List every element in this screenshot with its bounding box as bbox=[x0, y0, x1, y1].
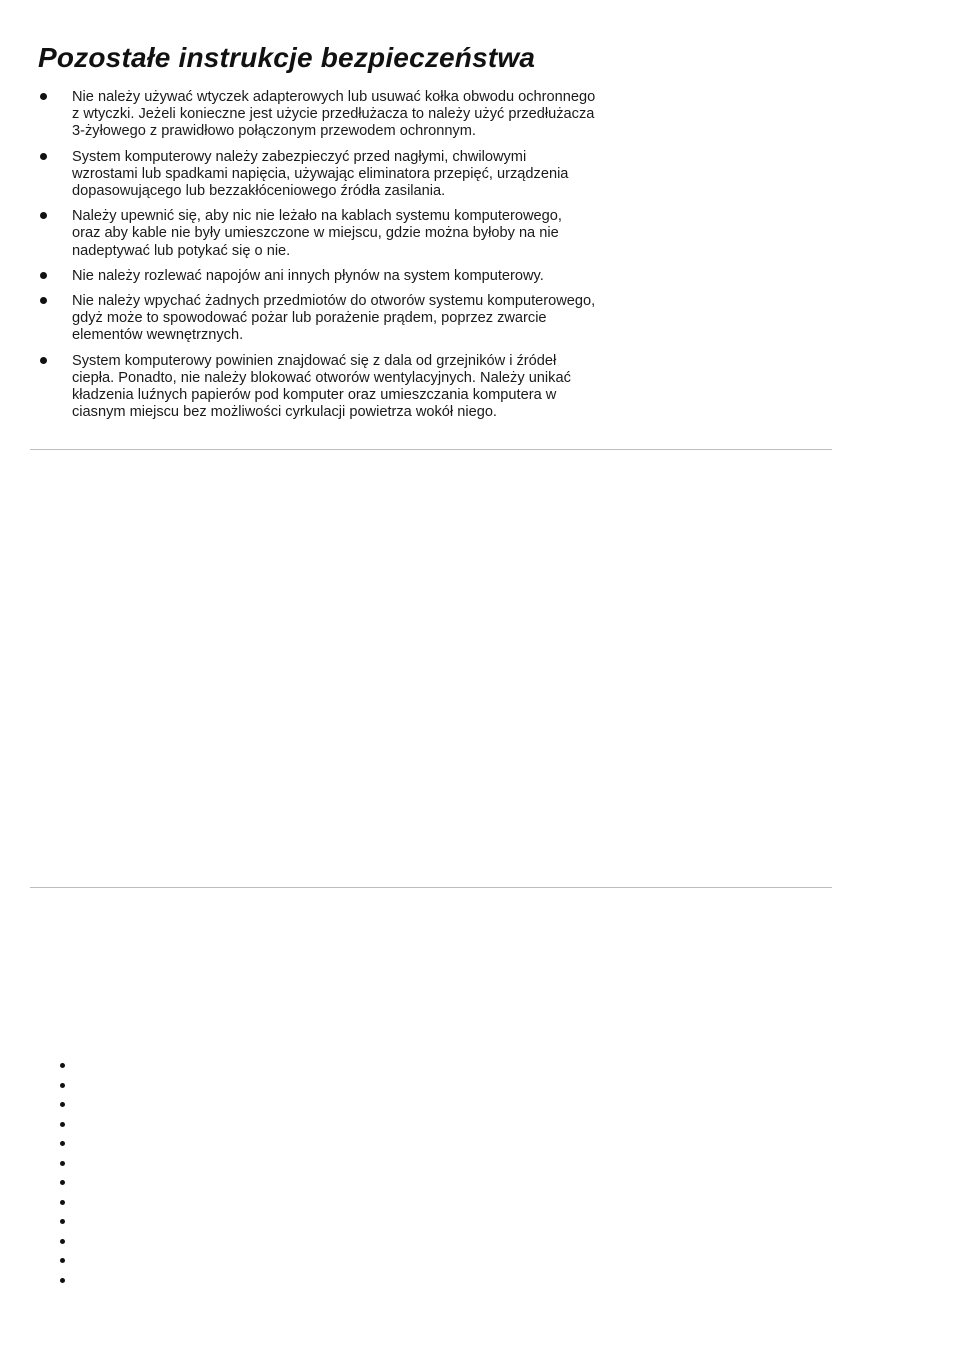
bullet-icon bbox=[40, 297, 47, 304]
safety-instructions-list bbox=[36, 89, 716, 429]
bullet-icon bbox=[60, 1102, 65, 1107]
list-item bbox=[36, 149, 716, 201]
bullet-icon bbox=[60, 1200, 65, 1205]
item-text-line: System komputerowy powinien znajdować się z dala od grzejników i źródeł bbox=[72, 352, 557, 369]
section-divider bbox=[30, 887, 832, 888]
item-text-line: Nie należy rozlewać napojów ani innych płynów na system komputerowy. bbox=[72, 267, 544, 284]
bullet-icon bbox=[60, 1083, 65, 1088]
bullet-icon bbox=[40, 357, 47, 364]
list-item bbox=[36, 89, 716, 141]
bullet-icon bbox=[60, 1063, 65, 1068]
item-text-line: 3-żyłowego z prawidłowo połączonym przewodem ochronnym. bbox=[72, 123, 476, 140]
list-item bbox=[36, 353, 716, 422]
item-text-line: ciasnym miejscu bez możliwości cyrkulacji powietrza wokół niego. bbox=[72, 404, 497, 421]
item-text-line: z wtyczki. Jeżeli konieczne jest użycie przedłużacza to należy użyć przedłużacza bbox=[72, 106, 595, 123]
bullet-icon bbox=[40, 153, 47, 160]
bullet-icon bbox=[60, 1258, 65, 1263]
item-text-line: gdyż może to spowodować pożar lub porażenie prądem, poprzez zwarcie bbox=[72, 310, 547, 327]
bullet-icon bbox=[60, 1141, 65, 1146]
item-text-line: Nie należy używać wtyczek adapterowych lub usuwać kołka obwodu ochronnego bbox=[72, 89, 596, 105]
item-text-line: Nie należy wpychać żadnych przedmiotów do otworów systemu komputerowego, bbox=[72, 293, 596, 310]
list-item bbox=[36, 268, 716, 285]
list-item bbox=[36, 293, 716, 345]
item-text-line: System komputerowy należy zabezpieczyć przed nagłymi, chwilowymi bbox=[72, 148, 527, 165]
item-text-line: ciepła. Ponadto, nie należy blokować otworów wentylacyjnych. Należy unikać bbox=[72, 369, 571, 386]
item-text-line: oraz aby kable nie były umieszczone w miejscu, gdzie można byłoby na nie bbox=[72, 225, 559, 242]
item-text-line: dopasowującego lub bezzakłóceniowego źródła zasilania. bbox=[72, 183, 446, 200]
bullet-icon bbox=[60, 1219, 65, 1224]
bullet-icon bbox=[40, 212, 47, 219]
list-item bbox=[36, 208, 716, 260]
bullet-icon bbox=[40, 272, 47, 279]
item-text-line: kładzenia luźnych papierów pod komputer oraz umieszczania komputera w bbox=[72, 387, 557, 404]
section-divider bbox=[30, 449, 832, 450]
bullet-icon bbox=[60, 1180, 65, 1185]
bullet-icon bbox=[60, 1161, 65, 1166]
bullet-icon bbox=[60, 1278, 65, 1283]
item-text-line: wzrostami lub spadkami napięcia, używając eliminatora przepięć, urządzenia bbox=[72, 165, 569, 182]
item-text-line: nadeptywać lub potykać się o nie. bbox=[72, 242, 291, 259]
item-text-line: elementów wewnętrznych. bbox=[72, 327, 244, 344]
page-title: Pozostałe instrukcje bezpieczeństwa bbox=[38, 42, 536, 73]
item-text-line: Należy upewnić się, aby nic nie leżało na kablach systemu komputerowego, bbox=[72, 208, 562, 225]
bullet-icon bbox=[60, 1239, 65, 1244]
bullet-icon bbox=[40, 93, 47, 100]
bullet-icon bbox=[60, 1122, 65, 1127]
